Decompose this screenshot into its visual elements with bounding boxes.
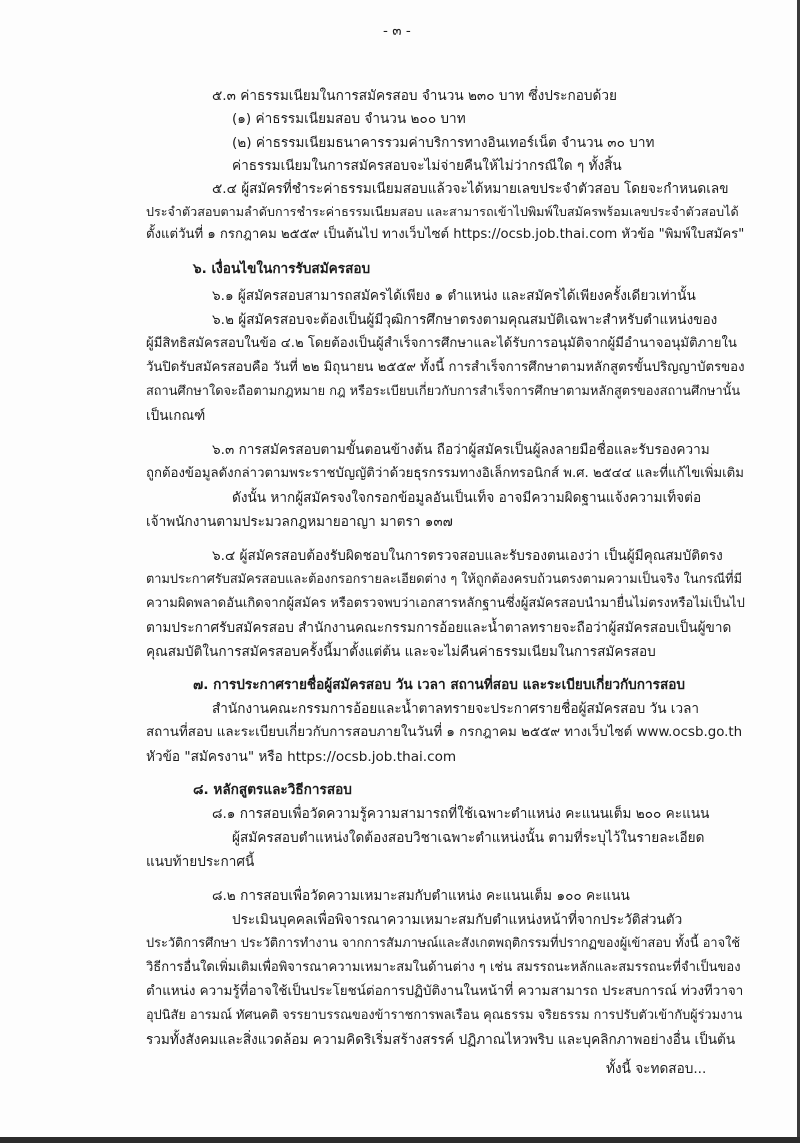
text-line: ถูกต้องข้อมูลดังกล่าวตามพระราชบัญญัติว่าด้วยธุรกรรมทางอิเล็กทรอนิกส์ พ.ศ. ๒๕๔๔ และที่แก้ไขเพิ่มเติม bbox=[146, 466, 744, 481]
text-line: ตามประกาศรับสมัครสอบ สำนักงานคณะกรรมการอ้อยและน้ำตาลทรายจะถือว่าผู้สมัครสอบเป็นผู้ขาด bbox=[146, 620, 732, 636]
text-line: ๖.๔ ผู้สมัครสอบต้องรับผิดชอบในการตรวจสอบและรับรองตนเองว่า เป็นผู้มีคุณสมบัติตรง bbox=[212, 548, 723, 564]
text-line: ประเมินบุคคลเพื่อพิจารณาความเหมาะสมกับตำแหน่งหน้าที่จากประวัติส่วนตัว bbox=[232, 912, 683, 928]
text-line: ๕.๓ ค่าธรรมเนียมในการสมัครสอบ จำนวน ๒๓๐ บาท ซึ่งประกอบด้วย bbox=[212, 88, 617, 104]
text-line: สำนักงานคณะกรรมการอ้อยและน้ำตาลทรายจะประกาศรายชื่อผู้สมัครสอบ วัน เวลา bbox=[212, 701, 700, 717]
text-line: ดังนั้น หากผู้สมัครจงใจกรอกข้อมูลอันเป็นเท็จ อาจมีความผิดฐานแจ้งความเท็จต่อ bbox=[232, 490, 702, 506]
section-heading-6: ๖. เงื่อนไขในการรับสมัครสอบ bbox=[193, 261, 371, 277]
continuation-text: ทั้งนี้ จะทดสอบ... bbox=[606, 1061, 707, 1077]
text-line: (๒) ค่าธรรมเนียมธนาคารรวมค่าบริการทางอินเทอร์เน็ต จำนวน ๓๐ บาท bbox=[232, 135, 655, 151]
text-line: ๕.๔ ผู้สมัครที่ชำระค่าธรรมเนียมสอบแล้วจะได้หมายเลขประจำตัวสอบ โดยจะกำหนดเลข bbox=[212, 181, 729, 197]
text-line: สถานที่สอบ และระเบียบเกี่ยวกับการสอบภายในวันที่ ๑ กรกฎาคม ๒๕๕๙ ทางเว็บไซต์ www.ocsb.go.th bbox=[146, 725, 743, 740]
text-line: (๑) ค่าธรรมเนียมสอบ จำนวน ๒๐๐ บาท bbox=[232, 111, 466, 127]
text-line: สถานศึกษาใดจะถือตามกฎหมาย กฎ หรือระเบียบเกี่ยวกับการสำเร็จการศึกษาตามหลักสูตรของสถานศึกษานั้น bbox=[146, 384, 741, 399]
text-line: แนบท้ายประกาศนี้ bbox=[146, 854, 255, 870]
text-line: ๘.๑ การสอบเพื่อวัดความรู้ความสามารถที่ใช้เฉพาะตำแหน่ง คะแนนเต็ม ๒๐๐ คะแนน bbox=[212, 806, 710, 822]
text-line: ๘.๒ การสอบเพื่อวัดความเหมาะสมกับตำแหน่ง คะแนนเต็ม ๑๐๐ คะแนน bbox=[212, 888, 630, 904]
text-line: คุณสมบัติในการสมัครสอบครั้งนี้มาตั้งแต่ต้น และจะไม่คืนค่าธรรมเนียมในการสมัครสอบ bbox=[146, 644, 656, 660]
text-line: ผู้สมัครสอบตำแหน่งใดต้องสอบวิชาเฉพาะตำแหน่งนั้น ตามที่ระบุไว้ในรายละเอียด bbox=[232, 830, 705, 846]
text-line: ตำแหน่ง ความรู้ที่อาจใช้เป็นประโยชน์ต่อการปฏิบัติงานในหน้าที่ ความสามารถ ประสบการณ์ ท่วงทีวาจา bbox=[146, 984, 744, 999]
text-line: ตามประกาศรับสมัครสอบและต้องกรอกรายละเอียดต่าง ๆ ให้ถูกต้องครบถ้วนตรงตามความเป็นจริง ในกรณีที่มี bbox=[146, 572, 742, 587]
text-line: ๖.๓ การสมัครสอบตามขั้นตอนข้างต้น ถือว่าผู้สมัครเป็นผู้ลงลายมือชื่อและรับรองความ bbox=[212, 442, 710, 458]
scan-edge-bottom bbox=[0, 1137, 800, 1143]
text-line: ค่าธรรมเนียมในการสมัครสอบจะไม่จ่ายคืนให้ไม่ว่ากรณีใด ๆ ทั้งสิ้น bbox=[232, 158, 622, 174]
text-line: ความผิดพลาดอันเกิดจากผู้สมัคร หรือตรวจพบว่าเอกสารหลักฐานซึ่งผู้สมัครสอบนำมายื่นไม่ตรงหรือไม่เป็นไป bbox=[146, 596, 745, 611]
page-number: - ๓ - bbox=[383, 23, 411, 39]
text-line: ๖.๒ ผู้สมัครสอบจะต้องเป็นผู้มีวุฒิการศึกษาตรงตามคุณสมบัติเฉพาะสำหรับตำแหน่งของ bbox=[212, 312, 718, 328]
section-heading-8: ๘. หลักสูตรและวิธีการสอบ bbox=[193, 782, 352, 798]
text-line: ประจำตัวสอบตามลำดับการชำระค่าธรรมเนียมสอบ และสามารถเข้าไปพิมพ์ใบสมัครพร้อมเลขประจำตัวสอบได้ bbox=[146, 204, 739, 219]
text-line: ตั้งแต่วันที่ ๑ กรกฎาคม ๒๕๕๙ เป็นต้นไป ทางเว็บไซต์ https://ocsb.job.thai.com หัวข้อ "พิมพ์ใบสมัคร" bbox=[146, 227, 745, 242]
text-line: วิธีการอื่นใดเพิ่มเติมเพื่อพิจารณาความเหมาะสมในด้านต่าง ๆ เช่น สมรรถนะหลักและสมรรถนะที่จำเป็นของ bbox=[146, 960, 741, 975]
text-line: ๖.๑ ผู้สมัครสอบสามารถสมัครได้เพียง ๑ ตำแหน่ง และสมัครได้เพียงครั้งเดียวเท่านั้น bbox=[212, 288, 696, 304]
text-line: เจ้าพนักงานตามประมวลกฎหมายอาญา มาตรา ๑๓๗ bbox=[146, 514, 453, 530]
section-heading-7: ๗. การประกาศรายชื่อผู้สมัครสอบ วัน เวลา สถานที่สอบ และระเบียบเกี่ยวกับการสอบ bbox=[193, 677, 686, 693]
text-line: หัวข้อ "สมัครงาน" หรือ https://ocsb.job.thai.com bbox=[146, 749, 457, 765]
text-line: ผู้มีสิทธิสมัครสอบในข้อ ๔.๒ โดยต้องเป็นผู้สำเร็จการศึกษาและได้รับการอนุมัติจากผู้มีอำนาจอนุมัติภายใน bbox=[146, 336, 737, 351]
text-line: ประวัติการศึกษา ประวัติการทำงาน จากการสัมภาษณ์และสังเกตพฤติกรรมที่ปรากฏของผู้เข้าสอบ ทั้งนี้ อาจใช้ bbox=[146, 936, 741, 951]
text-line: รวมทั้งสังคมและสิ่งแวดล้อม ความคิดริเริ่มสร้างสรรค์ ปฏิภาณไหวพริบ และบุคลิกภาพอย่างอื่น เป็นต้น bbox=[146, 1032, 736, 1048]
text-line: เป็นเกณฑ์ bbox=[146, 408, 206, 424]
text-line: อุปนิสัย อารมณ์ ทัศนคติ จรรยาบรรณของข้าราชการพลเรือน คุณธรรม จริยธรรม การปรับตัวเข้ากับผู้ร่วมงาน bbox=[146, 1008, 743, 1023]
text-line: วันปิดรับสมัครสอบคือ วันที่ ๒๒ มิถุนายน ๒๕๕๙ ทั้งนี้ การสำเร็จการศึกษาตามหลักสูตรขั้นปริญญาบัตรของ bbox=[146, 360, 745, 375]
